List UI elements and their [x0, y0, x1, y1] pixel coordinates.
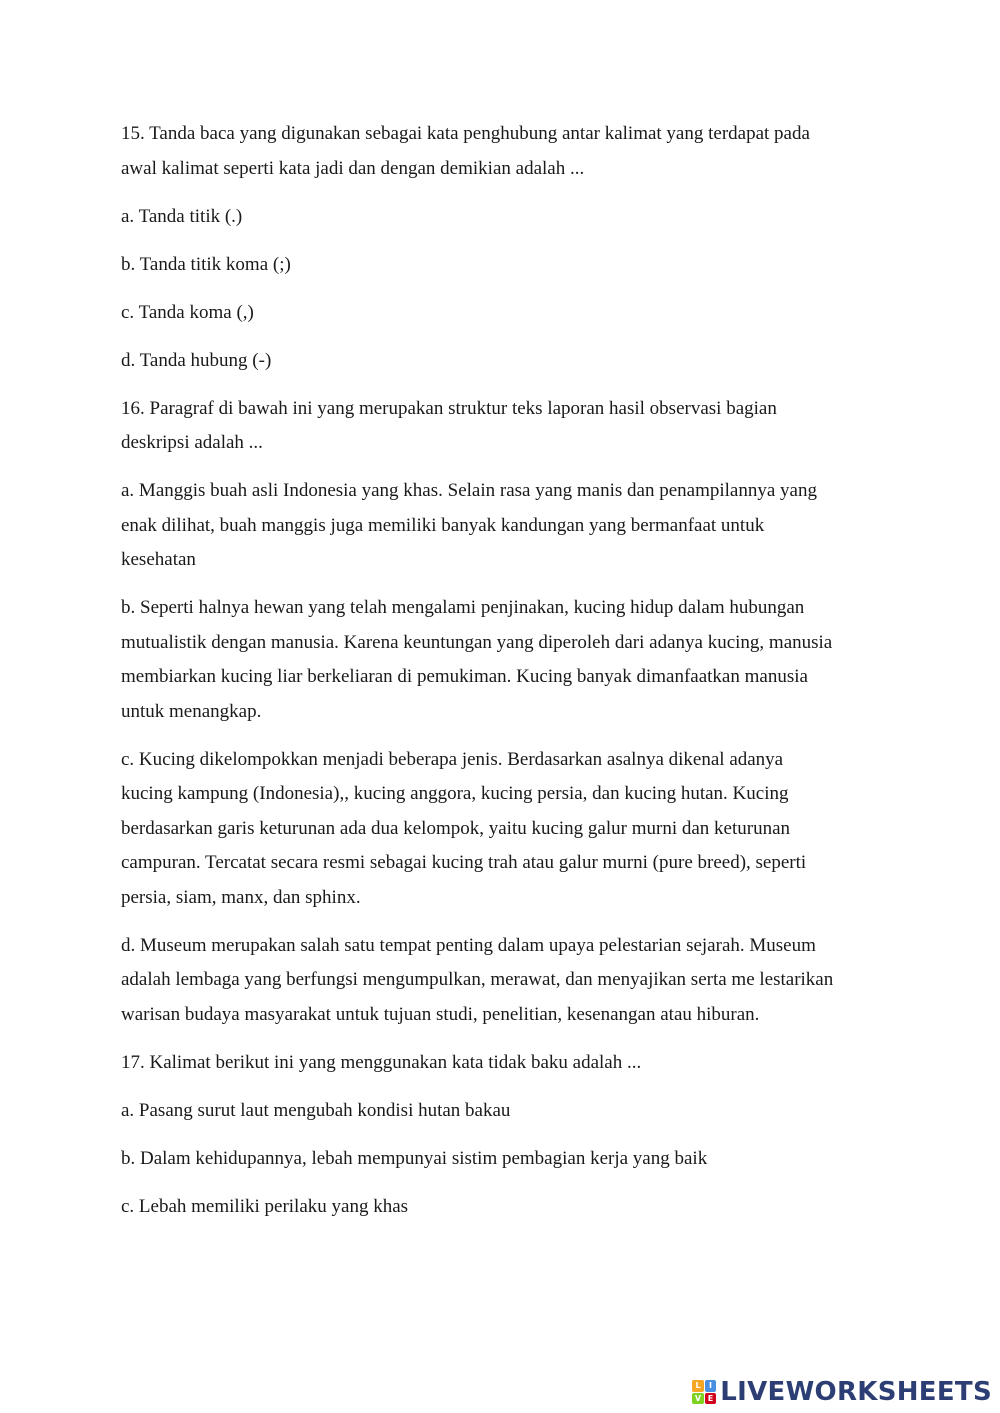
q15-option-b: b. Tanda titik koma (;): [121, 253, 291, 275]
option-line: warisan budaya masyarakat untuk tujuan studi, penelitian, kesenangan atau hiburan.: [121, 1003, 760, 1025]
option-line: membiarkan kucing liar berkeliaran di pemukiman. Kucing banyak dimanfaatkan manusia: [121, 666, 808, 687]
logo-tile: L: [692, 1380, 704, 1392]
logo-text: LIVEWORKSHEETS: [720, 1377, 992, 1407]
q17-option-a: a. Pasang surut laut mengubah kondisi hutan bakau: [121, 1099, 511, 1121]
option-line: enak dilihat, buah manggis juga memiliki banyak kandungan yang bermanfaat untuk: [121, 514, 765, 536]
q16-option-d: [121, 929, 891, 1033]
logo-grid-icon: [692, 1380, 716, 1404]
question-16: [121, 392, 891, 461]
option-line: c. Kucing dikelompokkan menjadi beberapa jenis. Berdasarkan asalnya dikenal adanya: [121, 748, 784, 770]
question-15: [121, 117, 891, 186]
question-line: awal kalimat seperti kata jadi dan dengan demikian adalah ...: [121, 157, 585, 179]
q17-option-c: c. Lebah memiliki perilaku yang khas: [121, 1195, 409, 1217]
option-line: d. Museum merupakan salah satu tempat penting dalam upaya pelestarian sejarah. Museum: [121, 934, 816, 956]
option-line: persia, siam, manx, dan sphinx.: [121, 886, 361, 908]
q16-option-c: [121, 743, 891, 916]
worksheet-page: [121, 117, 891, 1238]
question-17: 17. Kalimat berikut ini yang menggunakan kata tidak baku adalah ...: [121, 1051, 642, 1073]
option-line: kesehatan: [121, 549, 196, 570]
option-line: b. Seperti halnya hewan yang telah mengalami penjinakan, kucing hidup dalam hubungan: [121, 597, 805, 618]
logo-tile: E: [705, 1393, 717, 1405]
logo-tile: I: [705, 1380, 717, 1392]
logo-tile: V: [692, 1393, 704, 1405]
q16-option-a: [121, 474, 891, 578]
liveworksheets-logo[interactable]: [692, 1375, 992, 1409]
option-line: a. Manggis buah asli Indonesia yang khas. Selain rasa yang manis dan penampilannya yang: [121, 480, 817, 501]
q15-option-a: a. Tanda titik (.): [121, 205, 243, 227]
q16-option-b: [121, 591, 891, 729]
q15-option-d: d. Tanda hubung (-): [121, 349, 272, 371]
question-line: 15. Tanda baca yang digunakan sebagai kata penghubung antar kalimat yang terdapat pada: [121, 123, 810, 144]
option-line: campuran. Tercatat secara resmi sebagai kucing trah atau galur murni (pure breed), seperti: [121, 852, 807, 873]
option-line: kucing kampung (Indonesia),, kucing anggora, kucing persia, dan kucing hutan. Kucing: [121, 783, 789, 804]
option-line: adalah lembaga yang berfungsi mengumpulkan, merawat, dan menyajikan serta me lestarikan: [121, 969, 834, 990]
q17-option-b: b. Dalam kehidupannya, lebah mempunyai sistim pembagian kerja yang baik: [121, 1147, 708, 1169]
option-line: berdasarkan garis keturunan ada dua kelompok, yaitu kucing galur murni dan keturunan: [121, 817, 791, 839]
q15-option-c: c. Tanda koma (,): [121, 301, 254, 323]
question-line: deskripsi adalah ...: [121, 432, 263, 453]
option-line: untuk menangkap.: [121, 700, 262, 722]
option-line: mutualistik dengan manusia. Karena keuntungan yang diperoleh dari adanya kucing, manusia: [121, 631, 833, 653]
question-line: 16. Paragraf di bawah ini yang merupakan struktur teks laporan hasil observasi bagian: [121, 397, 777, 419]
